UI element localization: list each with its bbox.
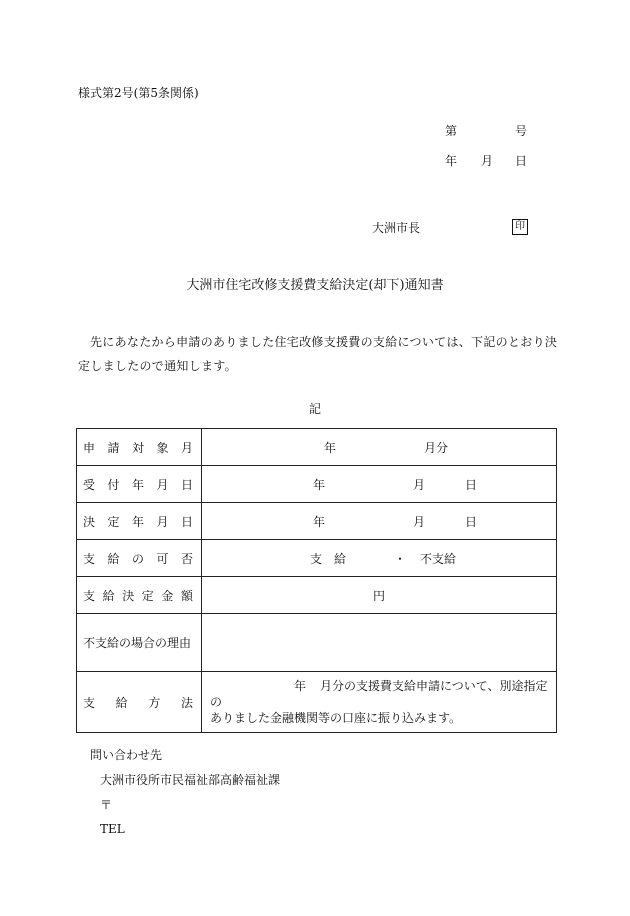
row-label <box>77 503 202 540</box>
label-char: 日 <box>180 477 193 492</box>
row-value <box>202 503 557 540</box>
label-char: 額 <box>180 588 193 603</box>
label-char: 決 <box>83 514 96 529</box>
label-char: の <box>131 551 144 566</box>
value-part: 年 <box>324 440 337 455</box>
label-char: 付 <box>107 477 120 492</box>
row-label <box>77 614 202 672</box>
label-char: 支 <box>83 695 96 710</box>
row-label <box>77 466 202 503</box>
value-part: 年 <box>313 514 326 529</box>
label-char: 金 <box>161 588 174 603</box>
label-char: 給 <box>115 695 128 710</box>
value-part: ・ <box>394 551 407 566</box>
tel-label: TEL <box>100 822 125 836</box>
table-row <box>77 614 557 672</box>
label-char: 月 <box>156 514 169 529</box>
label-char: 対 <box>131 440 144 455</box>
row-value <box>202 540 557 577</box>
label-char: 支 <box>83 588 96 603</box>
decision-table <box>76 428 557 733</box>
ki-heading: 記 <box>308 402 321 416</box>
issue-number-label: 第 <box>445 124 458 138</box>
table-row <box>77 577 557 614</box>
payment-method-value <box>202 672 557 733</box>
issue-number-suffix: 号 <box>515 124 528 138</box>
method-line1: 月分の支援費支給申請について、別途指定の <box>210 679 548 709</box>
label-char: 給 <box>102 588 115 603</box>
row-label <box>77 429 202 466</box>
row-value <box>202 429 557 466</box>
seal-mark: 印 <box>512 219 528 235</box>
date-year-label: 年 <box>445 154 458 168</box>
method-year: 年 <box>293 679 306 693</box>
value-part: 年 <box>313 477 326 492</box>
label-char: 方 <box>148 695 161 710</box>
value-part: 日 <box>465 477 478 492</box>
value-part: 日 <box>465 514 478 529</box>
postal-mark: 〒 <box>100 798 113 812</box>
value-part: 月 <box>413 477 426 492</box>
table-row <box>77 503 557 540</box>
reason-value <box>202 614 557 672</box>
date-day-label: 日 <box>515 154 528 168</box>
mayor-name: 大洲市長 <box>372 221 421 235</box>
table-row <box>77 672 557 733</box>
table-row <box>77 540 557 577</box>
row-label <box>77 672 202 733</box>
row-label <box>77 540 202 577</box>
label-char: 決 <box>122 588 135 603</box>
table-row <box>77 429 557 466</box>
value-part: 不支給 <box>420 551 457 566</box>
method-line2: ありました金融機関等の口座に振り込みます。 <box>210 711 462 725</box>
label-char: 年 <box>131 514 144 529</box>
label-char: 給 <box>107 551 120 566</box>
label-char: 申 <box>83 440 96 455</box>
row-label <box>77 577 202 614</box>
label-char: 日 <box>180 514 193 529</box>
label-char: 象 <box>156 440 169 455</box>
contact-heading: 問い合わせ先 <box>90 748 163 762</box>
label-char: 月 <box>180 440 193 455</box>
table-row <box>77 466 557 503</box>
row-value <box>202 466 557 503</box>
label-char: 法 <box>180 695 193 710</box>
label-char: 可 <box>156 551 169 566</box>
form-number: 様式第2号(第5条関係) <box>78 86 199 100</box>
document-title: 大洲市住宅改修支援費支給決定(却下)通知書 <box>186 278 444 293</box>
row-value <box>202 577 557 614</box>
label-char: 否 <box>180 551 193 566</box>
label-char: 月 <box>156 477 169 492</box>
label-char: 受 <box>83 477 96 492</box>
contact-department: 大洲市役所市民福祉部高齢福祉課 <box>100 773 281 787</box>
label-char: 定 <box>107 514 120 529</box>
value-part: 月 <box>413 514 426 529</box>
label-char: 請 <box>107 440 120 455</box>
label-char: 定 <box>141 588 154 603</box>
label-char: 支 <box>83 551 96 566</box>
date-month-label: 月 <box>481 154 494 168</box>
value-part: 支 給 <box>310 551 347 566</box>
body-text: 先にあなたから申請のありました住宅改修支援費の支給については、下記のとおり決定しましたので通知します。 <box>78 335 558 373</box>
value-part: 月分 <box>424 440 449 455</box>
value-part: 円 <box>372 588 385 603</box>
label-char: 年 <box>131 477 144 492</box>
reason-label: 不支給の場合の理由 <box>83 636 192 650</box>
